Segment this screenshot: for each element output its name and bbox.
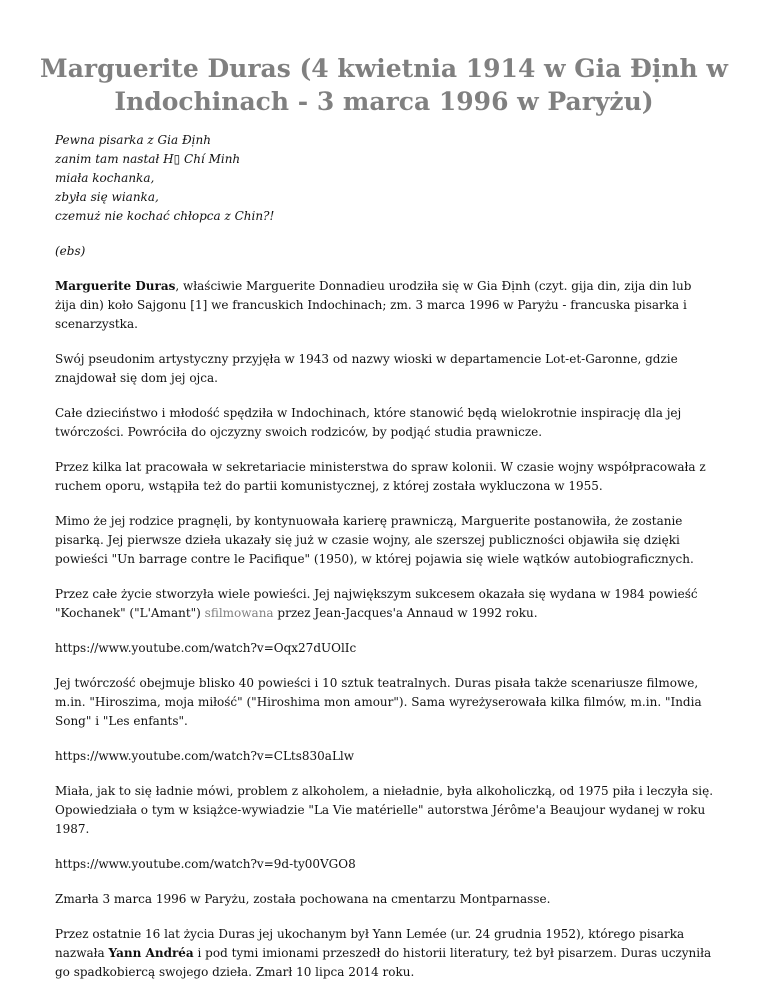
- paragraph-work: Przez kilka lat pracowała w sekretariacie ministerstwa do spraw kolonii. W czasie wojny współpracowała z ruchem oporu, wstąpiła też do partii komunistycznej, z której została wykluczona w 1955.: [55, 460, 706, 493]
- poem-line: miała kochanka,: [55, 171, 155, 185]
- paragraph-career: Mimo że jej rodzice pragnęli, by kontynuowała karierę prawniczą, Marguerite postanowiła, że zostanie pisarką. Jej pierwsze dzieła ukazały się już w czasie wojny, ale szerszej publiczności objawiła się dzięki powieści "Un barrage contre le Pacifique" (1950), w której pojawia się wiele wątków autobiograficznych.: [55, 514, 694, 566]
- subject-name: Marguerite Duras: [55, 279, 176, 293]
- film-link[interactable]: sfilmowana: [204, 606, 274, 620]
- video-url: https://www.youtube.com/watch?v=Oqx27dUOlIc: [55, 641, 357, 655]
- poem-line: Pewna pisarka z Gia Định: [55, 133, 211, 147]
- paragraph-pseudonym: Swój pseudonim artystyczny przyjęła w 1943 od nazwy wioski w departamencie Lot-et-Garonne, gdzie znajdował się dom jej ojca.: [55, 352, 678, 385]
- paragraph-oeuvre: Jej twórczość obejmuje blisko 40 powieści i 10 sztuk teatralnych. Duras pisała także scenariusze filmowe, m.in. "Hiroszima, moja miłość" ("Hiroshima mon amour"). Sama wyreżyserowała kilka filmów, m.in. "India Song" i "Les enfants".: [55, 676, 702, 728]
- paragraph-death: Zmarła 3 marca 1996 w Paryżu, została pochowana na cmentarzu Montparnasse.: [55, 892, 551, 906]
- poem-line: zanim tam nastał H▯ Chí Minh: [55, 152, 241, 166]
- paragraph-novels: Przez całe życie stworzyła wiele powieści. Jej największym sukcesem okazała się wydana w 1984 powieść "Kochanek" ("L'Amant") sfilmowana przez Jean-Jacques'a Annaud w 1992 roku.: [55, 587, 698, 620]
- poem-line: zbyła się wianka,: [55, 190, 159, 204]
- paragraph-alcohol: Miała, jak to się ładnie mówi, problem z alkoholem, a nieładnie, była alkoholiczką, od 1975 piła i leczyła się. Opowiedziała o tym w książce-wywiadzie "La Vie matérielle" autorstwa Jérôme'a Beaujour wydanej w roku 1987.: [55, 784, 714, 836]
- paragraph-intro: Marguerite Duras, właściwie Marguerite Donnadieu urodziła się w Gia Định (czyt. gija din, zija din lub żija din) koło Sajgonu [1] we francuskich Indochinach; zm. 3 marca 1996 w Paryżu - francuska pisarka i scenarzystka.: [55, 279, 692, 331]
- page-title: Marguerite Duras (4 kwietnia 1914 w Gia Định w Indochinach - 3 marca 1996 w Paryżu): [40, 54, 728, 116]
- paragraph-childhood: Całe dzieciństwo i młodość spędziła w Indochinach, które stanowić będą wielokrotnie inspirację dla jej twórczości. Powróciła do ojczyzny swoich rodziców, by podjąć studia prawnicze.: [55, 406, 682, 439]
- poem-signature: (ebs): [55, 244, 86, 258]
- video-url: https://www.youtube.com/watch?v=CLts830aLlw: [55, 749, 355, 763]
- video-url: https://www.youtube.com/watch?v=9d-ty00VGO8: [55, 857, 356, 871]
- article-body: [55, 131, 715, 998]
- paragraph-partner: Przez ostatnie 16 lat życia Duras jej ukochanym był Yann Lemée (ur. 24 grudnia 1952), którego pisarka nazwała Yann Andréa i pod tymi imionami przeszedł do historii literatury, też był pisarzem. Duras uczyniła go spadkobiercą swojego dzieła. Zmarł 10 lipca 2014 roku.: [55, 927, 712, 979]
- poem-line: czemuż nie kochać chłopca z Chin?!: [55, 209, 275, 223]
- partner-name: Yann Andréa: [108, 946, 194, 960]
- limerick: [55, 131, 715, 226]
